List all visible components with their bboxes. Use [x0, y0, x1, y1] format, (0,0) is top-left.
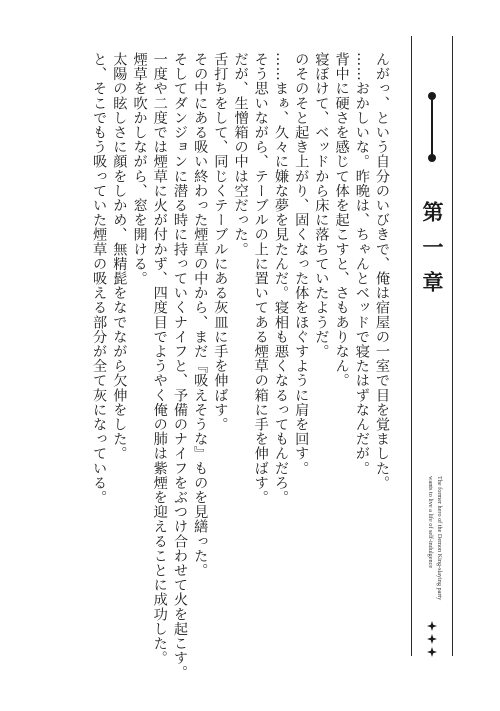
chapter-title: 第一章	[420, 201, 445, 306]
paragraph: 寝ぼけて、ベッドから床に落ちていたようだ。	[313, 52, 330, 359]
paragraph: 背中に硬さを感じて体を起こすと、さもありなん。	[333, 52, 350, 388]
star-ornament-icon	[427, 634, 437, 644]
ornament-rule	[431, 96, 433, 158]
body-text	[60, 52, 392, 680]
paragraph: そしてダンジョンに潜る時に持っていくナイフと、予備のナイフをぶつけ合わせて火を起こす。	[171, 52, 188, 680]
ornament-stars	[422, 621, 442, 660]
paragraph: 煙草を吹かしながら、窓を開ける。	[131, 52, 148, 286]
paragraph: だが、生憎箱の中は空だった。	[232, 52, 249, 257]
chapter-panel	[411, 36, 453, 656]
paragraph: んがっ、という自分のいびきで、俺は宿屋の一室で目を覚ました。	[374, 52, 390, 490]
paragraph: と、そこでもう吸っていた煙草の吸える部分が全て灰になっている。	[91, 52, 108, 505]
paragraph: ……まぁ、久々に嫌な夢を見たんだ。寝相も悪くなるってもんだろ。	[272, 52, 289, 505]
paragraph: ……おかしいな。昨晩は、ちゃんとベッドで寝たはずなんだが。	[353, 52, 370, 476]
paragraph: そう思いながら、テーブルの上に置いてある煙草の箱に手を伸ばす。	[252, 52, 269, 505]
chapter-subtitle: The former hero of the Demon King-slaying party wants to live a life of self-indulgence	[427, 476, 443, 601]
ornament-dot-icon	[428, 154, 436, 162]
paragraph: 舌打ちをして、同じくテーブルにある灰皿に手を伸ばす。	[212, 52, 229, 432]
paragraph: 太陽の眩しさに顔をしかめ、無精髭をなでながら欠伸をした。	[111, 52, 128, 461]
star-ornament-icon	[427, 647, 437, 657]
paragraph: その中にある吸い終わった煙草の中から、まだ『吸えそうな』ものを見繕った。	[192, 52, 209, 578]
paragraph: のそのそと起き上がり、固くなった体をほぐすように肩を回す。	[293, 52, 310, 476]
star-ornament-icon	[427, 621, 437, 631]
paragraph: 一度や二度では煙草に火が付かず、四度目でようやく俺の肺は紫煙を迎えることに成功した。	[151, 52, 168, 666]
